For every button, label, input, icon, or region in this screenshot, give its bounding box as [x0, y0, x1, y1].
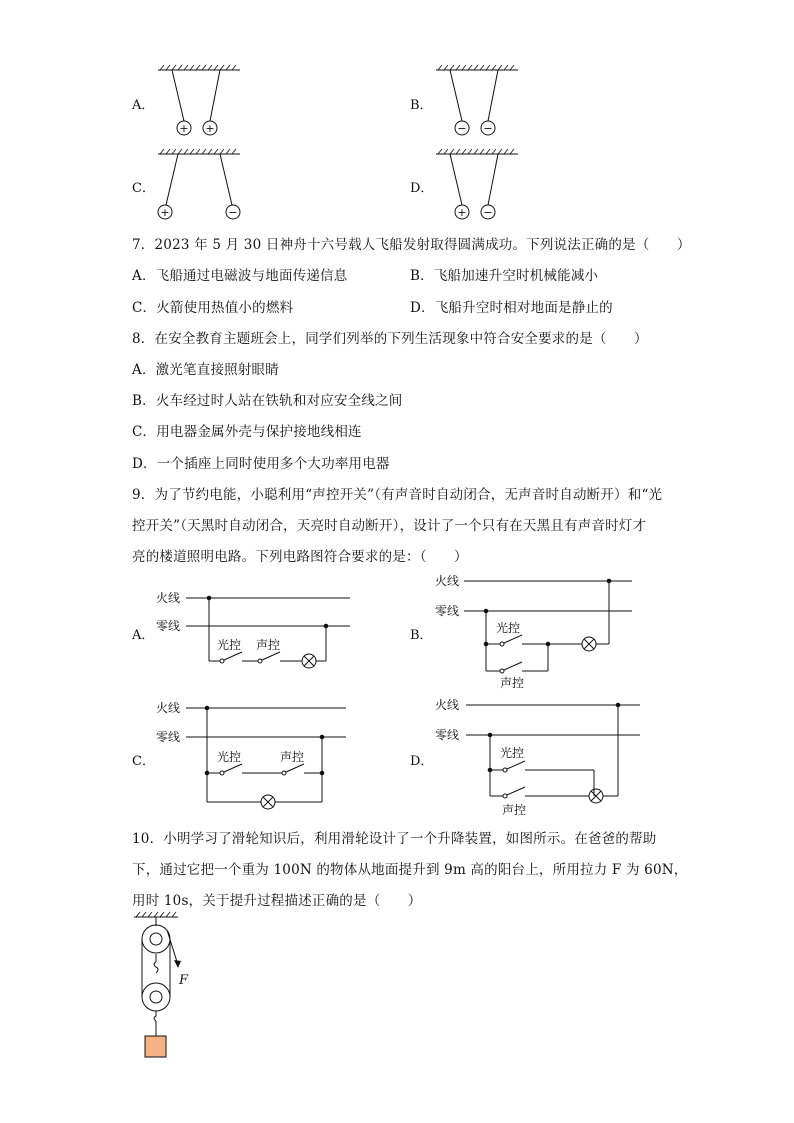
q10-stem-line-3: 用时 10s，关于提升过程描述正确的是（ ） — [132, 893, 422, 909]
q6-d-charge-2: − — [483, 206, 493, 219]
q9-option-c-label: C． — [132, 754, 155, 769]
q6-option-a-label: A． — [132, 98, 155, 113]
q9-stem-line-1: 9．为了节约电能，小聪利用“声控开关”（有声音时自动闭合，无声音时自动断开）和“光 — [132, 487, 663, 503]
q9-c-neutral-label: 零线 — [156, 730, 181, 744]
q8-option-d: D．一个插座上同时使用多个大功率用电器 — [132, 456, 390, 472]
q9-c-sound-label: 声控 — [280, 750, 305, 764]
q6-b-charge-2: − — [483, 122, 493, 135]
q10-pulley-figure — [128, 910, 208, 1060]
q8-option-b: B．火车经过时人站在铁轨和对应安全线之间 — [132, 393, 403, 409]
q6-option-c-label: C． — [132, 181, 155, 196]
q7-option-c: C．火箭使用热值小的燃料 — [132, 300, 294, 316]
q6-figure-b — [428, 62, 528, 142]
q9-b-light-label: 光控 — [496, 621, 521, 635]
q6-a-charge-1: + — [179, 122, 189, 135]
q6-figure-c — [150, 146, 250, 226]
q6-option-b-label: B． — [410, 98, 433, 113]
q6-a-charge-2: + — [205, 122, 215, 135]
q8-stem: 8．在安全教育主题班会上，同学们列举的下列生活现象中符合安全要求的是（ ） — [132, 331, 648, 347]
q10-stem-line-2: 下，通过它把一个重为 100N 的物体从地面提升到 9m 高的阳台上，所用拉力 F 为 60N， — [132, 862, 688, 878]
q7-option-a: A．飞船通过电磁波与地面传递信息 — [132, 268, 348, 284]
q6-c-charge-2: − — [228, 206, 238, 219]
q7-option-d: D．飞船升空时相对地面是静止的 — [410, 300, 613, 316]
q9-option-a-label: A． — [132, 628, 155, 643]
q9-b-sound-label: 声控 — [500, 676, 525, 690]
q9-a-live-label: 火线 — [156, 591, 181, 605]
q10-force-label: F — [179, 973, 189, 988]
q9-option-d-label: D． — [410, 754, 434, 769]
q6-c-charge-1: + — [160, 206, 170, 219]
q9-circuit-c — [150, 695, 360, 810]
q9-b-live-label: 火线 — [435, 574, 460, 588]
q9-circuit-a — [150, 585, 360, 675]
q6-option-d-label: D． — [410, 181, 434, 196]
q9-a-neutral-label: 零线 — [156, 619, 181, 633]
q10-load-box — [145, 1036, 166, 1057]
q9-d-neutral-label: 零线 — [435, 728, 460, 742]
q9-a-sound-label: 声控 — [256, 638, 281, 652]
q9-c-live-label: 火线 — [156, 701, 181, 715]
q8-option-c: C．用电器金属外壳与保护接地线相连 — [132, 424, 362, 440]
q9-d-live-label: 火线 — [435, 698, 460, 712]
q6-d-charge-1: + — [457, 206, 467, 219]
q8-option-a: A．激光笔直接照射眼睛 — [132, 362, 279, 378]
q9-stem-line-3: 亮的楼道照明电路。下列电路图符合要求的是：（ ） — [132, 549, 468, 565]
q6-figure-d — [428, 146, 528, 226]
q9-b-neutral-label: 零线 — [435, 604, 460, 618]
q9-d-sound-label: 声控 — [502, 803, 527, 817]
q6-figure-a — [150, 62, 250, 142]
q9-option-b-label: B． — [410, 628, 433, 643]
q9-d-light-label: 光控 — [500, 746, 525, 760]
q6-b-charge-1: − — [457, 122, 467, 135]
q9-circuit-b — [432, 570, 647, 695]
q9-a-light-label: 光控 — [217, 638, 242, 652]
q7-option-b: B．飞船加速升空时机械能减小 — [410, 268, 599, 284]
q9-circuit-d — [432, 692, 647, 820]
q9-c-light-label: 光控 — [217, 750, 242, 764]
q9-stem-line-2: 控开关”（天黑时自动闭合，天亮时自动断开），设计了一个只有在天黑且有声音时灯才 — [132, 518, 647, 534]
q10-stem-line-1: 10．小明学习了滑轮知识后，利用滑轮设计了一个升降装置，如图所示。在爸爸的帮助 — [132, 831, 657, 847]
q7-stem: 7．2023 年 5 月 30 日神舟十六号载人飞船发射取得圆满成功。下列说法正确的是（ ） — [132, 237, 691, 253]
